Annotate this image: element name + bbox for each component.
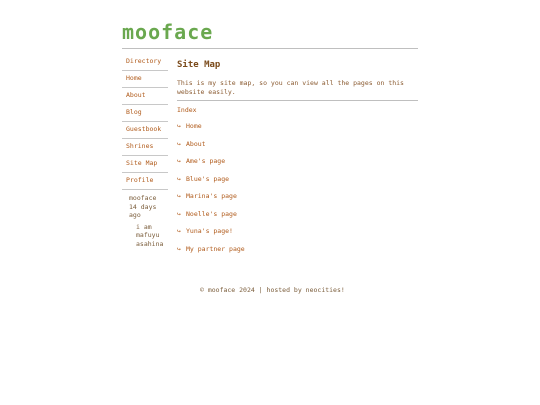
- page-link-yuna[interactable]: Yuna's page!: [186, 227, 233, 235]
- status-author[interactable]: mooface: [129, 194, 157, 202]
- list-item: [177, 140, 418, 149]
- arrow-icon: ↪: [177, 174, 181, 183]
- intro-text: This is my site map, so you can view all the pages on this website easily.: [177, 79, 404, 96]
- arrow-icon: ↪: [177, 209, 181, 218]
- arrow-icon: ↪: [177, 244, 181, 253]
- sidebar-item-blog[interactable]: Blog: [122, 105, 168, 122]
- sidebar-item-directory[interactable]: Directory: [122, 54, 168, 71]
- arrow-icon: ↪: [177, 122, 181, 130]
- page-link-blue[interactable]: Blue's page: [186, 174, 230, 183]
- page-link-about[interactable]: About: [186, 139, 206, 148]
- content-divider: [177, 100, 418, 101]
- page-link-partner[interactable]: My partner page: [186, 244, 245, 253]
- status-time: 14 days ago: [129, 202, 157, 219]
- arrow-icon: ↪: [177, 192, 181, 200]
- main-content: [177, 60, 418, 262]
- list-item: [177, 122, 418, 131]
- sidebar-nav: [122, 54, 168, 248]
- list-item: [177, 175, 418, 184]
- list-item: [177, 245, 418, 254]
- site-title[interactable]: mooface: [122, 20, 214, 44]
- page-link-ame[interactable]: Ame's page: [186, 157, 226, 165]
- page-link-home[interactable]: Home: [186, 122, 202, 130]
- list-item: [177, 192, 418, 201]
- page-link-marina[interactable]: Marina's page: [186, 192, 237, 200]
- list-item: [177, 210, 418, 219]
- arrow-icon: ↪: [177, 227, 181, 235]
- status-message: i am mafuyu asahina: [136, 222, 164, 248]
- status-widget: [122, 190, 168, 248]
- index-label: Index: [177, 106, 197, 114]
- sidebar-item-home[interactable]: Home: [122, 71, 168, 88]
- header-divider: [122, 48, 418, 49]
- sidebar-item-about[interactable]: About: [122, 88, 168, 105]
- page-list: [177, 122, 418, 254]
- sidebar-item-site-map[interactable]: Site Map: [122, 156, 168, 173]
- arrow-icon: ↪: [177, 139, 181, 148]
- sidebar-item-profile[interactable]: Profile: [122, 173, 168, 190]
- footer-text: © mooface 2024 | hosted by neocities!: [200, 286, 345, 294]
- page-link-noelle[interactable]: Noelle's page: [186, 209, 237, 218]
- arrow-icon: ↪: [177, 157, 181, 165]
- sidebar-item-guestbook[interactable]: Guestbook: [122, 122, 168, 139]
- list-item: [177, 227, 418, 236]
- page-title: Site Map: [177, 60, 221, 70]
- sidebar-item-shrines[interactable]: Shrines: [122, 139, 168, 156]
- list-item: [177, 157, 418, 166]
